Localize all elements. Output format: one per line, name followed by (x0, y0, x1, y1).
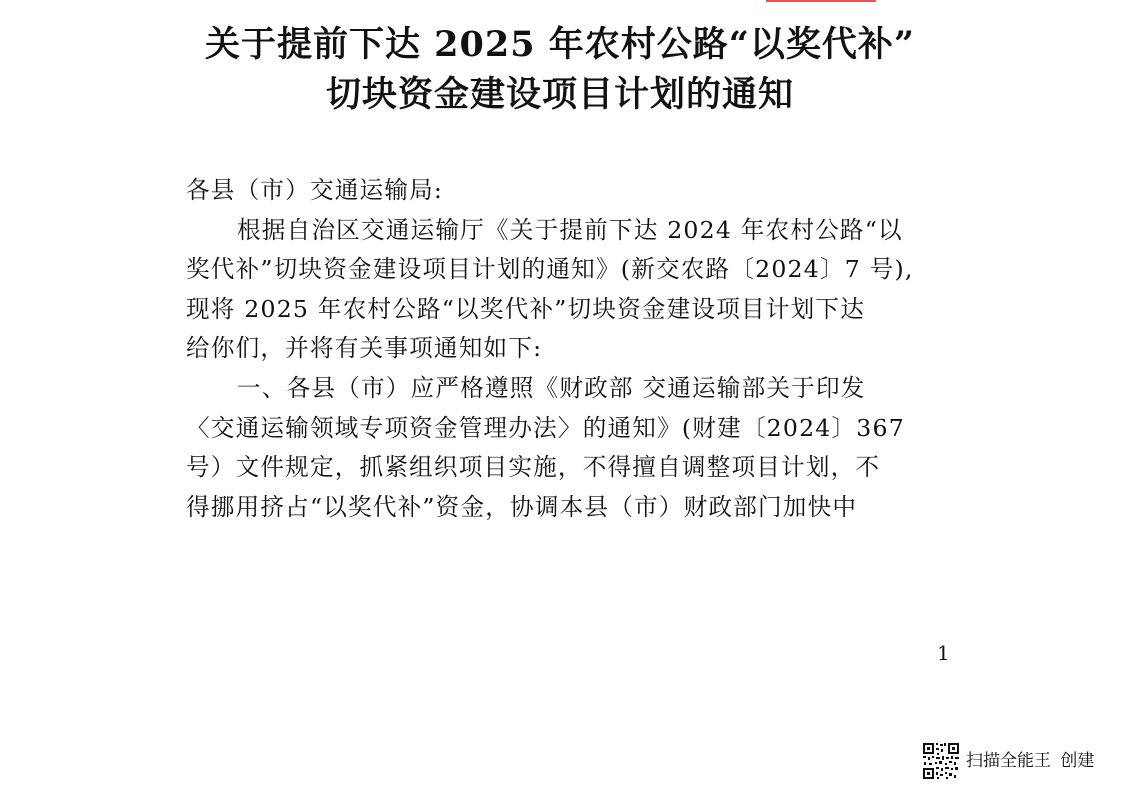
top-red-mark (766, 0, 876, 2)
paragraph-line: 〈交通运输领域专项资金管理办法〉的通知》(财建〔2024〕367 (186, 413, 905, 442)
paragraph-line: 得挪用挤占“以奖代补”资金，协调本县（市）财政部门加快中 (186, 492, 858, 521)
qr-code-icon (922, 742, 960, 780)
title-line-2: 切块资金建设项目计划的通知 (325, 74, 794, 115)
document-body (186, 171, 942, 527)
paragraph-line: 号）文件规定，抓紧组织项目实施，不得擅自调整项目计划，不 (186, 453, 881, 482)
paragraph-line: 现将 2025 年农村公路“以奖代补”切块资金建设项目计划下达 (186, 294, 866, 323)
paragraph-line: 根据自治区交通运输厅《关于提前下达 2024 年农村公路“以 (237, 215, 903, 244)
scanner-watermark (922, 741, 1094, 781)
page-number: 1 (937, 641, 950, 665)
addressee: 各县（市）交通运输局: (186, 176, 444, 204)
title-line-1: 关于提前下达 2025 年农村公路“以奖代补” (204, 24, 916, 65)
paragraph-line: 奖代补”切块资金建设项目计划的通知》(新交农路〔2024〕7 号), (186, 255, 914, 284)
paragraph-line: 给你们，并将有关事项通知如下: (186, 334, 543, 363)
document-title (150, 20, 970, 120)
scanner-label: 扫描全能王 创建 (966, 751, 1095, 771)
paragraph-line: 一、各县（市）应严格遵照《财政部 交通运输部关于印发 (237, 373, 866, 402)
